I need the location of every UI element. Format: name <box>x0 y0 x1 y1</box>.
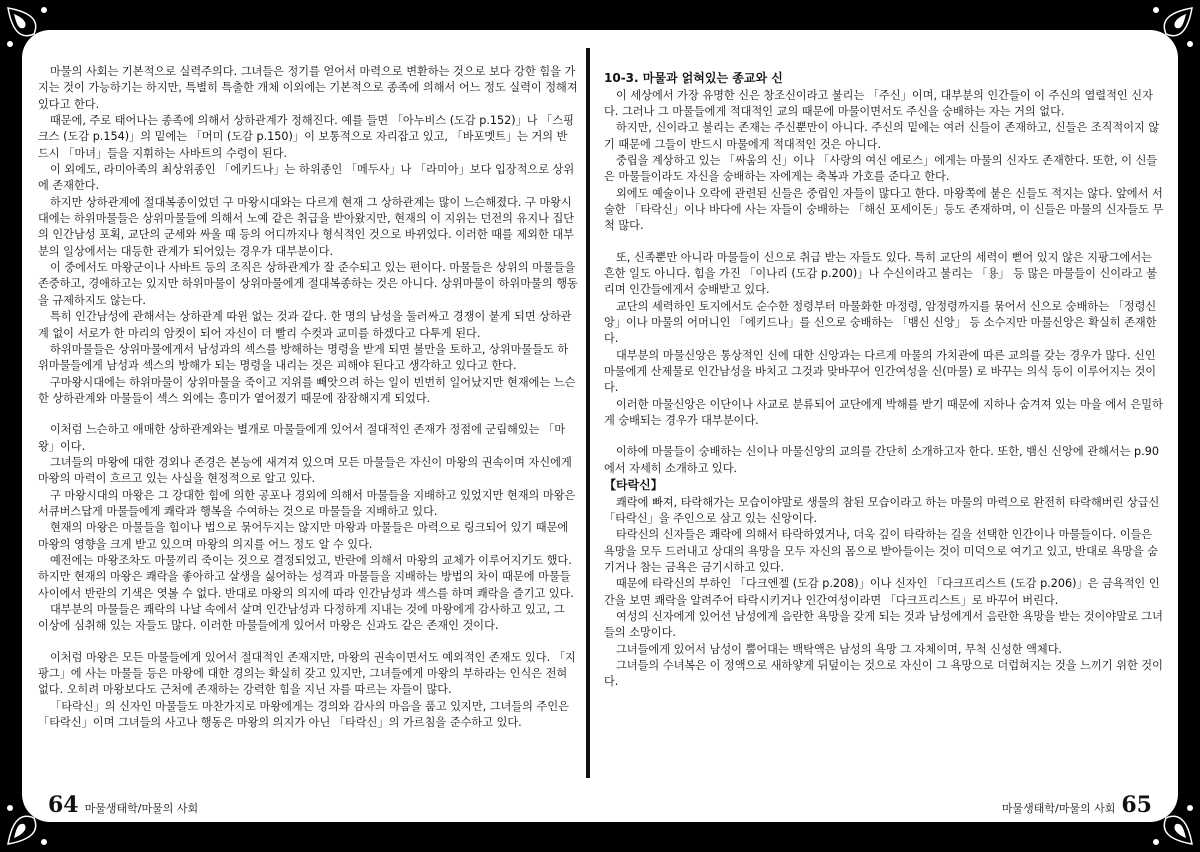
body-paragraph: 마물의 사회는 기본적으로 실력주의다. 그녀들은 정기를 얻어서 마력으로 변환하는 것으로 보다 강한 힘을 가지는 것이 가능하기는 하지만, 특별히 특출한 개체 이외에는 기본적으로 종족에 의해서 어느 정도 실력이 정해져 있다고 한다. <box>38 65 578 111</box>
paragraph-gap <box>604 429 1164 444</box>
paragraph-gap <box>38 407 578 422</box>
body-paragraph: 구 마왕시대의 마왕은 그 강대한 힘에 의한 공포나 경외에 의해서 마물들을 지배하고 있었지만 현재의 마왕은 서큐버스답게 마물들에게 쾌락과 행복을 수여하는 것으로 마물들을 지배하고 있다. <box>38 488 576 518</box>
body-paragraph: 대부분의 마물신앙은 통상적인 신에 대한 신앙과는 다르게 마물의 가치관에 따른 교의를 갖는 경우가 많다. 신인 마물에게 산제물로 인간남성을 바치고 그것과 맞바꾸어 인간여성을 신(마물) 로 바꾸는 의식 등이 이루어지는 것이다. <box>604 348 1157 395</box>
body-paragraph: 「타락신」의 신자인 마물들도 마찬가지로 마왕에게는 경의와 감사의 마음을 품고 있지만, 그녀들의 주인은 「타락신」이며 그녀들의 사고나 행동은 마왕의 의지가 아닌 「타락신」의 가르침을 준수하고 있다. <box>38 699 569 730</box>
body-paragraph: 이 외에도, 라미아족의 최상위종인 「에키드나」는 하위종인 「메두사」나 「라미아」보다 입장적으로 상위에 존재한다. <box>38 163 575 193</box>
body-paragraph: 이처럼 마왕은 모든 마물들에게 있어서 절대적인 존재지만, 마왕의 권속이면서도 예외적인 존재도 있다. 「지팡그」에 사는 마물들 등은 마왕에 대한 경의는 확실히 갖고 있지만, 그녀들에게 마왕의 부하라는 인식은 전혀 없다. 오히려 마왕보다도 근처에 존재하는 강력한 힘을 지닌 자를 따르는 자들이 많다. <box>38 650 576 697</box>
body-paragraph: 그녀들에게 있어서 남성이 뿜어대는 백탁액은 남성의 욕망 그 자체이며, 무척 신성한 액체다. <box>616 642 1063 656</box>
body-paragraph: 이러한 마물신앙은 이단이나 사교로 분류되어 교단에게 박해를 받기 때문에 지하나 숨겨져 있는 마을 에서 은밀하게 숭배되는 경우가 대부분이다. <box>604 397 1163 428</box>
section-body <box>604 88 1164 478</box>
body-paragraph: 쾌락에 빠져, 타락해가는 모습이야말로 생물의 참된 모습이라고 하는 마물의 마력으로 완전히 타락해버린 상급신 「타락신」을 주인으로 삼고 있는 신앙이다. <box>604 495 1160 525</box>
subsection-heading: 【타락신】 <box>604 478 663 493</box>
body-paragraph: 그녀들의 수녀복은 이 정액으로 새하얗게 뒤덮이는 것으로 자신이 그 욕망으로 더럽혀지는 것을 느끼기 위한 것이다. <box>604 659 1163 689</box>
body-paragraph: 여성의 신자에게 있어선 남성에게 음란한 욕망을 갖게 되는 것과 남성에게서 음란한 욕망을 받는 것이야말로 그녀들의 소망이다. <box>604 610 1163 640</box>
corner-ornament <box>1130 782 1200 852</box>
left-text-column <box>38 64 578 731</box>
corner-ornament <box>0 782 70 852</box>
body-paragraph: 하위마물들은 상위마물에게서 남성과의 섹스를 방해하는 명령을 받게 되면 불만을 토하고, 상위마물들도 하위마물들에게 남성과 섹스의 방해가 되는 명령을 내리는 것은 피해야 된다고 생각하고 있다고 한다. <box>38 342 569 373</box>
body-paragraph: 때문에 타락신의 부하인 「다크엔젤 (도감 p.208)」이나 신자인 「다크프리스트 (도감 p.206)」은 금욕적인 인간을 보면 쾌락을 알려주어 타락시키거나 인간여성이라면 「다크프리스트」로 바꾸어 버린다. <box>604 577 1160 607</box>
body-paragraph: 예전에는 마왕조차도 마물끼리 죽이는 것으로 결정되었고, 반란에 의해서 마왕의 교체가 이루어지기도 했다. 하지만 현재의 마왕은 쾌락을 좋아하고 살생을 싫어하는 성격과 마물들을 지배하는 방법의 차이 때문에 마물들 사이에서 반란의 기색은 엿볼 수 없다. 반대로 마왕의 의지에 따라 인간남성과 섹스를 하며 쾌락을 즐기고 있다. <box>38 553 574 600</box>
page-number-left: 64 <box>48 792 79 818</box>
paragraph-gap <box>604 235 1164 250</box>
section-heading: 10-3. 마물과 얽혀있는 종교와 신 <box>604 71 783 85</box>
body-paragraph: 이 세상에서 가장 유명한 신은 창조신이라고 불리는 「주신」이며, 대부분의 인간들이 이 주신의 열렬적인 신자다. 그러나 그 마물들에게 적대적인 교의 때문에 마물이면서도 주신을 숭배하는 자는 거의 없다. <box>604 88 1153 118</box>
left-page <box>22 30 590 822</box>
body-paragraph: 하지만, 신이라고 불리는 존재는 주신뿐만이 아니다. 주신의 밑에는 여러 신들이 존재하고, 신들은 조직적이지 않기 때문에 그들이 반드시 마물에게 적대적인 것은 아니다. <box>604 121 1160 151</box>
body-paragraph: 중립을 계상하고 있는 「싸움의 신」이나 「사랑의 여신 에로스」에게는 마물의 신자도 존재한다. 또한, 이 신들은 마물들이라도 자신을 숭배하는 자에게는 축복과 가호를 준다고 한다. <box>604 153 1158 184</box>
paragraph-gap <box>38 635 578 650</box>
body-paragraph: 때문에, 주로 태어나는 종족에 의해서 상하관계가 정해진다. 예를 들면 「아누비스 (도감 p.152)」나 「스핑크스 (도감 p.154)」의 밑에는 「머미 (도감 p.150)」이 보통적으로 자리잡고 있고, 「바포멧트」는 거의 반드시 「마녀」들을 지휘하는 사바트의 수령이 된다. <box>38 114 574 160</box>
body-paragraph: 구마왕시대에는 하위마물이 상위마물을 죽이고 지위를 빼앗으려 하는 일이 빈번히 일어났지만 현재에는 느슨한 상하관계와 마물들이 섹스 외에는 흥미가 옅어졌기 때문에 잠잠해지게 되었다. <box>38 375 576 405</box>
subsection-body <box>604 495 1164 691</box>
body-paragraph: 이하에 마물들이 숭배하는 신이나 마물신앙의 교의를 간단히 소개하고자 한다. 또한, 뱀신 신앙에 관해서는 p.90에서 자세히 소개하고 있다. <box>604 445 1159 475</box>
right-page <box>590 30 1178 822</box>
right-text-column <box>604 70 1164 691</box>
running-footer-left: 마물생태학/마물의 사회 <box>84 802 199 815</box>
body-paragraph: 이 중에서도 마왕군이나 사바트 등의 조직은 상하관계가 잘 준수되고 있는 편이다. 마물들은 상위의 마물들을 존중하고, 경애하고는 있지만 하위마물이 상위마물에게 절대복종하는 것은 아니다. 상위마물이 하위마물의 행동을 규제하지도 않는다. <box>38 261 578 307</box>
body-paragraph: 특히 인간남성에 관해서는 상하관계 따윈 없는 것과 같다. 한 명의 남성을 둘러싸고 경쟁이 붙게 되면 상하관계 없이 서로가 한 마리의 암컷이 되어 자신이 더 빨리 수컷과 교미를 하겠다고 다투게 된다. <box>38 310 572 340</box>
body-paragraph: 이처럼 느슨하고 애매한 상하관계와는 별개로 마물들에게 있어서 절대적인 존재가 정점에 군림해있는 「마왕」이다. <box>38 423 566 453</box>
body-paragraph: 현재의 마왕은 마물들을 힘이나 법으로 묶어두지는 않지만 마왕과 마물들은 마력으로 링크되어 있기 때문에 마왕의 영향을 크게 받고 있으며 마왕의 의지를 어느 정도 알 수 있다. <box>38 521 569 551</box>
body-paragraph: 타락신의 신자들은 쾌락에 의해서 타락하였거나, 더욱 깊이 타락하는 길을 선택한 인간이나 마물들이다. 이들은 욕망을 모두 드러내고 상대의 욕망을 모두 자신의 몸으로 받아들이는 것이 미덕으로 여기고 있고, 반대로 욕망을 숨기거나 참는 금욕은 금기시하고 있다. <box>604 528 1159 574</box>
body-paragraph: 교단의 세력하인 토지에서도 순수한 정령부터 마물화한 마정령, 암정령까지를 묶어서 신으로 숭배하는 「정령신앙」이나 마물의 어머니인 「에키드나」를 신으로 숭배하는 「뱀신 신앙」 등 소수지만 마물신앙은 확실히 존재한다. <box>604 299 1157 346</box>
corner-ornament <box>1130 0 1200 70</box>
body-paragraph: 하지만 상하관계에 절대복종이었던 구 마왕시대와는 다르게 현재 그 상하관계는 많이 느슨해졌다. 구 마왕시대에는 하위마물들은 상위마물들에 의해서 노예 같은 취급을 받아왔지만, 현재의 이 지위는 던전의 유지나 집단의 인간남성 포획, 교단의 군세와 싸울 때 등의 어디까지나 형식적인 것으로 바뀌었다. 이러한 때를 제외한 대부분의 일상에서는 대등한 관계가 되어있는 경우가 대부분이다. <box>38 195 575 258</box>
body-paragraph: 그녀들의 마왕에 대한 경외나 존경은 본능에 새겨져 있으며 모든 마물들은 자신이 마왕의 권속이며 자신에게 마왕의 마력이 흐르고 있는 사실을 현정적으로 알고 있다. <box>38 455 572 486</box>
body-paragraph: 또, 신족뿐만 아니라 마물들이 신으로 취급 받는 자들도 있다. 특히 교단의 세력이 뻗어 있지 않은 지팡그에서는 흔한 일도 아니다. 힘을 가진 「이나리 (도감 p.200)」나 수신이라고 불리는 「용」 등 많은 마물들이 신이라고 불리며 인간들에게서 숭배받고 있다. <box>604 250 1158 297</box>
corner-ornament <box>0 0 70 70</box>
page-number-right: 65 <box>1121 792 1152 818</box>
left-footer <box>48 792 198 818</box>
running-footer-right: 마물생태학/마물의 사회 <box>1001 802 1116 815</box>
body-paragraph: 대부분의 마물들은 쾌락의 나날 속에서 살며 인간남성과 다정하게 지내는 것에 마왕에게 감사하고 있고, 그 이상에 심취해 있는 자들도 많다. 이러한 마물들에게 있어서 마왕은 신과도 같은 존재인 것이다. <box>38 603 565 633</box>
body-paragraph: 외에도 예술이나 오락에 관련된 신들은 중립인 자들이 많다고 한다. 마왕쪽에 붙은 신들도 적지는 않다. 앞에서 서술한 「타락신」이나 바다에 사는 자들이 숭배하는 「해신 포세이돈」등도 존재하며, 이 신들은 마물의 신자들도 무척 많다. <box>604 186 1164 233</box>
